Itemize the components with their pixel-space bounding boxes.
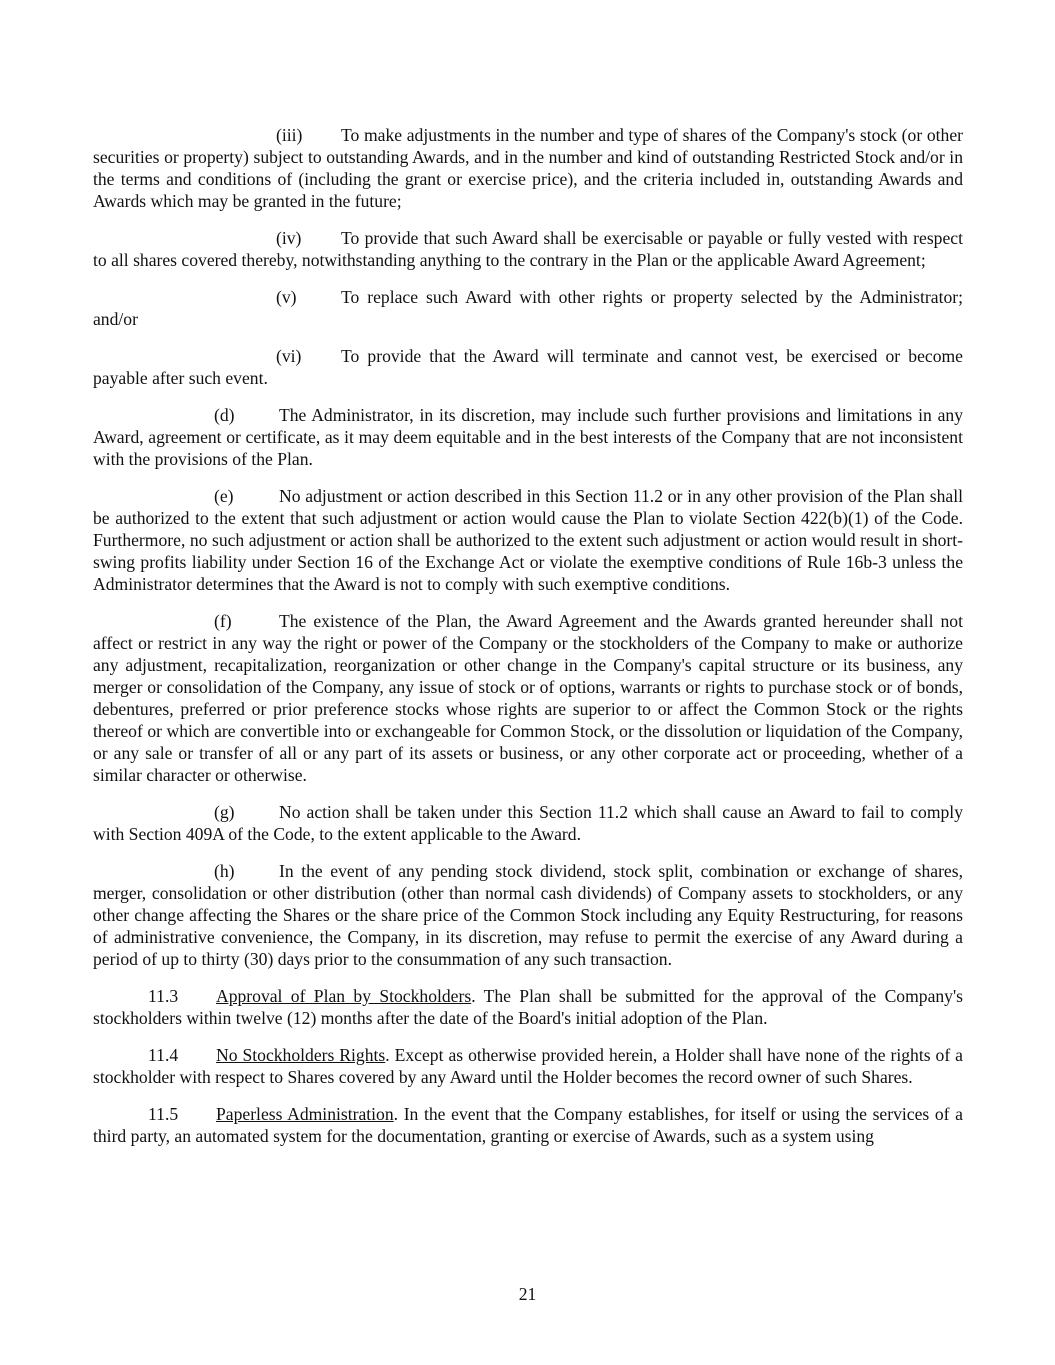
paragraph-text: To make adjustments in the number and type of shares of the Company's stock (or other securities or property) subject to outstanding Awards, and in the number and kind of outstanding Restricted Stock and/or in the terms and conditions of (including the grant or exercise price), and the criteria included in, outstanding Awards and Awards which may be granted in the future; — [93, 125, 963, 211]
paragraph-text: . In the event that the Company establishes, for itself or using the services of a third party, an automated system for the documentation, granting or exercise of Awards, such as a system using — [93, 1104, 963, 1146]
paragraph-vi — [93, 345, 963, 389]
page-number: 21 — [518, 1284, 537, 1304]
paragraph-h — [93, 860, 963, 970]
paragraph-marker: (d) — [214, 405, 235, 425]
paragraph-g — [93, 801, 963, 845]
section-heading: Paperless Administration — [216, 1104, 394, 1124]
paragraph-marker: (e) — [214, 486, 234, 506]
paragraph-marker: (f) — [214, 611, 232, 631]
section-11-5 — [93, 1103, 963, 1147]
paragraph-marker: (iv) — [276, 228, 302, 248]
paragraph-f — [93, 610, 963, 786]
section-number: 11.4 — [148, 1045, 179, 1065]
section-11-4 — [93, 1044, 963, 1088]
paragraph-text: To provide that such Award shall be exercisable or payable or fully vested with respect to all shares covered thereby, notwithstanding anything to the contrary in the Plan or the applicable Award Agreement; — [93, 228, 963, 270]
paragraph-iv — [93, 227, 963, 271]
paragraph-marker: (h) — [214, 861, 235, 881]
paragraph-marker: (iii) — [276, 125, 303, 145]
paragraph-iii — [93, 124, 963, 212]
paragraph-text: . Except as otherwise provided herein, a Holder shall have none of the rights of a stockholder with respect to Shares covered by any Award until the Holder becomes the record owner of such Shares. — [93, 1045, 963, 1087]
paragraph-d — [93, 404, 963, 470]
paragraph-e — [93, 485, 963, 595]
paragraph-marker: (g) — [214, 802, 235, 822]
paragraph-text: . The Plan shall be submitted for the approval of the Company's stockholders within twelve (12) months after the date of the Board's initial adoption of the Plan. — [93, 986, 963, 1028]
section-heading: No Stockholders Rights — [216, 1045, 386, 1065]
paragraph-v — [93, 286, 963, 330]
section-11-3 — [93, 985, 963, 1029]
section-heading: Approval of Plan by Stockholders — [216, 986, 472, 1006]
paragraph-text: The Administrator, in its discretion, may include such further provisions and limitations in any Award, agreement or certificate, as it may deem equitable and in the best interests of the Company that are not inconsistent with the provisions of the Plan. — [93, 405, 963, 469]
paragraph-text: To provide that the Award will terminate and cannot vest, be exercised or become payable after such event. — [93, 346, 963, 388]
section-number: 11.3 — [148, 986, 179, 1006]
paragraph-text: In the event of any pending stock dividend, stock split, combination or exchange of shares, merger, consolidation or other distribution (other than normal cash dividends) of Company assets to stockholders, or any other change affecting the Shares or the share price of the Common Stock including any Equity Restructuring, for reasons of administrative convenience, the Company, in its discretion, may refuse to permit the exercise of any Award during a period of up to thirty (30) days prior to the consummation of any such transaction. — [93, 861, 963, 969]
paragraph-text: The existence of the Plan, the Award Agreement and the Awards granted hereunder shall not affect or restrict in any way the right or power of the Company or the stockholders of the Company to make or authorize any adjustment, recapitalization, reorganization or other change in the Company's capital structure or its business, any merger or consolidation of the Company, any issue of stock or of options, warrants or rights to purchase stock or of bonds, debentures, preferred or prior preference stocks whose rights are superior to or affect the Common Stock or the rights thereof or which are convertible into or exchangeable for Common Stock, or the dissolution or liquidation of the Company, or any sale or transfer of all or any part of its assets or business, or any other corporate act or proceeding, whether of a similar character or otherwise. — [93, 611, 963, 785]
paragraph-text: To replace such Award with other rights or property selected by the Administrator; and/or — [93, 287, 963, 329]
document-body — [93, 124, 963, 1162]
paragraph-text: No action shall be taken under this Section 11.2 which shall cause an Award to fail to comply with Section 409A of the Code, to the extent applicable to the Award. — [93, 802, 963, 844]
paragraph-marker: (vi) — [276, 346, 302, 366]
section-number: 11.5 — [148, 1104, 179, 1124]
paragraph-text: No adjustment or action described in this Section 11.2 or in any other provision of the Plan shall be authorized to the extent that such adjustment or action would cause the Plan to violate Section 422(b)(1) of the Code. Furthermore, no such adjustment or action shall be authorized to the extent such adjustment or action would result in short-swing profits liability under Section 16 of the Exchange Act or violate the exemptive conditions of Rule 16b-3 unless the Administrator determines that the Award is not to comply with such exemptive conditions. — [93, 486, 963, 594]
paragraph-marker: (v) — [276, 287, 297, 307]
